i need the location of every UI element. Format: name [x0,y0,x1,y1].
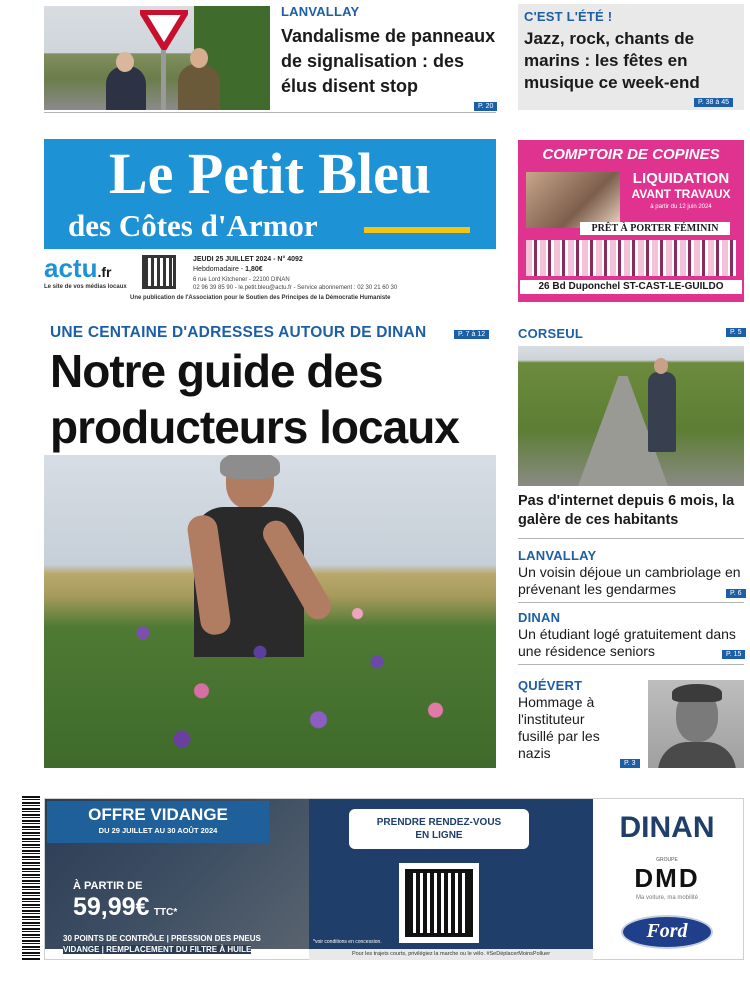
barcode [22,796,40,960]
lanvallay-text[interactable]: Un voisin déjoue un cambriolage en prévenant les gendarmes [518,564,741,597]
dinan-kicker: DINAN [518,610,561,625]
masthead-subtitle: des Côtes d'Armor [68,208,318,243]
masthead[interactable] [44,139,496,249]
dinan-page-ref: P. 15 [722,650,745,659]
masthead-yellow-bar [364,227,470,233]
rdv-bubble[interactable] [349,809,529,849]
issue-date: JEUDI 25 JUILLET 2024 - N° 4092 [193,256,303,263]
actu-tagline: Le site de vos médias locaux [44,284,127,290]
corseul-photo[interactable] [518,346,744,486]
dmd-tagline: Ma voiture, ma mobilité [635,895,699,901]
ad-vidange-details-1: 30 POINTS DE CONTRÔLE | PRESSION DES PNEUS [63,934,261,943]
top-left-page-ref: P. 20 [474,102,497,111]
publisher: Une publication de l'Association pour le Soutien des Principes de la Démocratie Humaniste [130,295,391,301]
ford-logo-text: Ford [646,920,688,942]
ad-vidange-conditions: *voir conditions en concession. [313,939,382,945]
actu-brand: actu [44,253,98,283]
yield-sign-icon [140,10,188,50]
qr-code-icon [142,255,176,289]
top-left-kicker: LANVALLAY [281,4,360,19]
sidebar-rule-3 [518,664,744,665]
quevert-kicker: QUÉVERT [518,678,583,693]
main-photo[interactable] [44,455,496,768]
ad-comptoir-liquidation: LIQUIDATION [632,170,730,187]
ad-vidange-title: OFFRE VIDANGE [88,805,228,824]
frequency-price [193,266,263,273]
quevert-text[interactable]: Hommage à l'instituteur fusillé par les nazis [518,694,600,761]
corseul-headline[interactable]: Pas d'internet depuis 6 mois, la galère de ces habitants [518,493,735,528]
ad-comptoir-date: à partir du 12 juin 2024 [650,204,712,210]
ad-comptoir-address: 26 Bd Duponchel ST-CAST-LE-GUILDO [520,280,742,294]
address: 6 rue Lord Kitchener - 22100 DINAN [193,277,290,283]
rdv-line-1: PRENDRE RENDEZ-VOUS [376,817,502,828]
main-headline-2[interactable]: producteurs locaux [50,401,459,453]
dinan-text[interactable]: Un étudiant logé gratuitement dans une résidence seniors [518,626,736,659]
sidebar-rule-2 [518,602,744,603]
main-page-ref: P. 7 à 12 [454,330,489,339]
actu-suffix: .fr [97,264,112,280]
ad-comptoir-banner: PRÊT À PORTER FÉMININ [580,222,730,235]
ad-vidange-footer: Pour les trajets courts, privilégiez la marche ou le vélo. #SeDéplacerMoinsPolluer [309,949,593,960]
main-headline-1[interactable]: Notre guide des [50,345,383,397]
top-right-headline[interactable]: Jazz, rock, chants de marins : les fêtes en musique ce week-end [524,29,700,92]
quevert-page-ref: P. 3 [620,759,640,768]
ad-vidange-price-wrap [73,893,177,922]
ad-vidange-group: GROUPE [656,857,678,863]
masthead-title: Le Petit Bleu [108,141,432,206]
flowers-purple [104,575,494,768]
ad-vidange-from: À PARTIR DE [73,880,143,892]
ad-comptoir-title: COMPTOIR DE COPINES [542,146,720,163]
corseul-kicker: CORSEUL [518,326,583,341]
top-left-rule [44,112,496,113]
contact: 02 96 39 85 90 - le.petit.bleu@actu.fr - Service abonnement : 02 30 21 60 30 [193,285,398,291]
top-right-page-ref: P. 38 à 45 [694,98,733,107]
ad-comptoir[interactable] [518,140,744,302]
corseul-page-ref: P. 5 [726,328,746,337]
person-left [106,66,146,110]
ad-vidange-dates: DU 29 JUILLET AU 30 AOÛT 2024 [98,826,218,835]
actu-logo[interactable] [44,254,111,286]
lanvallay-page-ref: P. 6 [726,589,746,598]
ad-vidange-city: DINAN [619,811,715,844]
dmd-logo: DMD [634,863,700,893]
top-left-headline[interactable]: Vandalisme de panneaux de signalisation : des élus disent stop [281,26,496,96]
rdv-qr-code-icon[interactable] [399,863,479,943]
lanvallay-kicker: LANVALLAY [518,548,597,563]
ad-vidange-details-2: VIDANGE | REMPLACEMENT DU FILTRE À HUILE [63,945,252,954]
sidebar-rule-1 [518,538,744,539]
frequency: Hebdomadaire - [193,266,246,273]
farmer-hair [220,455,280,479]
ad-comptoir-rack [526,240,736,276]
main-kicker: UNE CENTAINE D'ADRESSES AUTOUR DE DINAN [50,324,427,341]
price: 1,80€ [245,266,263,273]
rdv-line-2: EN LIGNE [415,830,463,841]
ad-vidange-price: 59,99€ [73,893,150,921]
top-left-photo [44,6,270,110]
ad-vidange-ttc: TTC* [153,907,178,918]
top-right-kicker: C'EST L'ÉTÉ ! [524,9,613,24]
ad-comptoir-avant: AVANT TRAVAUX [631,187,731,201]
ad-vidange[interactable] [44,798,744,960]
ad-comptoir-photo [526,172,620,228]
person-right [178,64,220,110]
quevert-portrait[interactable] [648,680,744,768]
corseul-man [648,372,676,452]
